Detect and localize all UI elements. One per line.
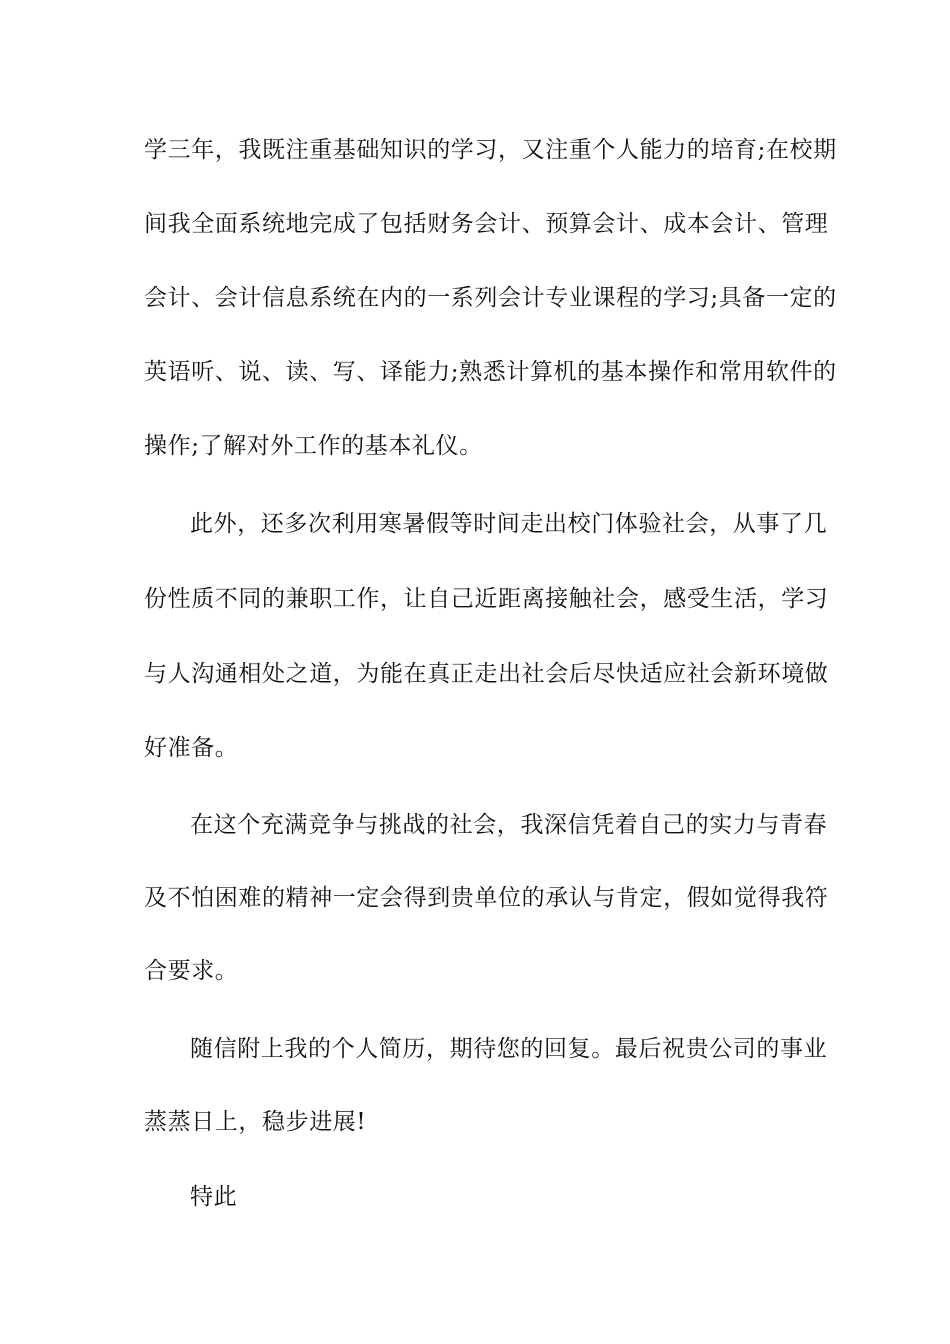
paragraph-start-line: 随信附上我的个人简历，期待您的回复。最后祝贵公司的事业 <box>190 1036 828 1062</box>
text-line: 合要求。 <box>144 958 239 984</box>
text-line: 份性质不同的兼职工作，让自己近距离接触社会，感受生活，学习 <box>144 586 829 612</box>
text-line: 英语听、说、读、写、译能力;熟悉计算机的基本操作和常用软件的 <box>144 359 837 385</box>
paragraph-start-line: 在这个充满竞争与挑战的社会，我深信凭着自己的实力与青春 <box>190 812 828 838</box>
text-line: 好准备。 <box>144 735 239 761</box>
text-line: 操作;了解对外工作的基本礼仪。 <box>144 433 483 459</box>
text-line: 与人沟通相处之道，为能在真正走出社会后尽快适应社会新环境做 <box>144 661 829 687</box>
text-line: 及不怕困难的精神一定会得到贵单位的承认与肯定，假如觉得我符 <box>144 885 829 911</box>
text-line: 学三年，我既注重基础知识的学习，又注重个人能力的培育;在校期 <box>144 137 837 163</box>
paragraph-start-line: 此外，还多次利用寒暑假等时间走出校门体验社会，从事了几 <box>190 511 828 537</box>
closing-line: 特此 <box>190 1184 238 1210</box>
text-line: 间我全面系统地完成了包括财务会计、预算会计、成本会计、管理 <box>144 211 829 237</box>
text-line: 蒸蒸日上，稳步进展! <box>144 1109 367 1135</box>
text-line: 会计、会计信息系统在内的一系列会计专业课程的学习;具备一定的 <box>144 285 837 311</box>
